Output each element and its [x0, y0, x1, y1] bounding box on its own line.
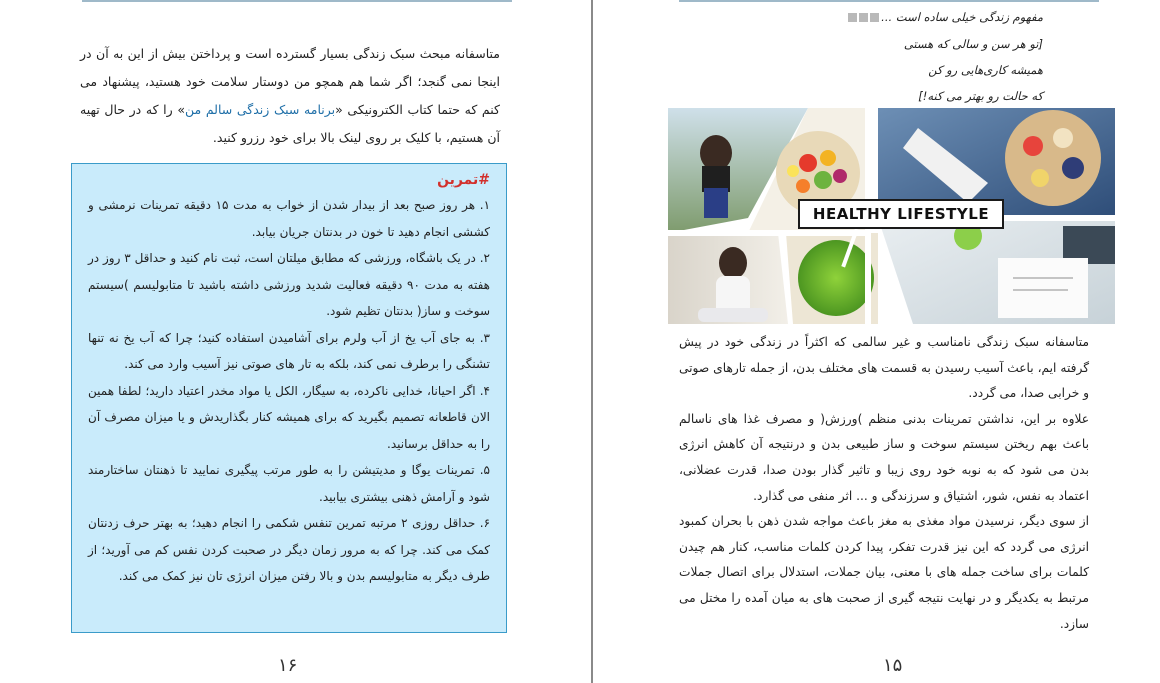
decorative-squares-icon: [848, 5, 881, 31]
ebook-link[interactable]: برنامه سبک زندگی سالم من: [184, 102, 336, 117]
exercise-item: ۴. اگر احیانا، خدایی ناکرده، به سیگار، الکل یا مواد مخدر اعتیاد دارید؛ لطفا همین الان قاطعانه تصمیم بگیرید که برای همیشه کنار بگذاریدش و یا میزان مصرف آن را به حداقل برسانید.: [88, 383, 490, 451]
top-rule: [82, 0, 512, 2]
exercise-item: ۲. در یک باشگاه، ورزشی که مطابق میلتان است، ثبت نام کنید و حداقل ۳ روز در هفته به مدت ۹۰ دقیقه فعالیت شدید ورزشی داشته باشید تا متابولیسم )سیستم سوخت و ساز( بدنتان تظیم شود.: [88, 251, 490, 318]
exercise-list: [88, 192, 490, 590]
intro-text-end: » را که در حال تهیه آن هستیم، با کلیک بر روی لینک بالا برای خود رزرو کنید.: [80, 102, 500, 145]
poem: [773, 4, 1043, 109]
exercise-box: [71, 163, 507, 633]
exercise-title: #تمرین: [437, 172, 490, 188]
poem-line: مفهوم زندگی خیلی ساده است ...: [773, 4, 1043, 31]
healthy-lifestyle-collage: [668, 108, 1115, 324]
poem-line: همیشه کاری‌هایی رو کن: [928, 62, 1043, 77]
page-number: ۱۶: [278, 655, 298, 676]
paragraph: از سوی دیگر، نرسیدن مواد مغذی به مغز باعث مواجه شدن ذهن با بحران کمبود انرژی می گردد که این نیز قدرت تفکر، پیدا کردن کلمات مناسب، کنار هم چیدن کلمات برای ساخت جمله های با معنی، بیان جملات، استدلال برای اتصال جملات مرتبط به یکدیگر و در نهایت نتیجه گیری از صحبت های به میان آمده را مختل می سازد.: [679, 514, 1089, 631]
body-text: [679, 330, 1089, 637]
top-rule: [679, 0, 1099, 2]
exercise-item: ۳. به جای آب یخ از آب ولرم برای آشامیدن استفاده کنید؛ چرا که آب یخ نه تنها تشنگی را برطرف نمی کند، بلکه به تار های صوتی نیز آسیب وارد می کند.: [88, 330, 490, 371]
paragraph: علاوه بر این، نداشتن تمرینات بدنی منظم )ورزش( و مصرف غذا های ناسالم باعث بهم ریختن سیستم سوخت و ساز طبیعی بدن و درنتیجه آن کاهش انرژی بدن می شود که به نوبه خود روی زیبا و تاثیر گذار بودن صدا، قدرت عضلانی، اعتماد به نفس، شور، اشتیاق و سرزندگی و ... اثر منفی می گذارد.: [679, 411, 1089, 503]
page-number: ۱۵: [883, 655, 903, 676]
intro-paragraph: [80, 40, 500, 152]
poem-line: [تو هر سن و سالی که هستی: [903, 36, 1043, 51]
exercise-item: ۵. تمرینات یوگا و مدیتیشن را به طور مرتب پیگیری نمایید تا ذهنتان ساختارمند شود و آرامش ذهنی بیشتری بیابید.: [88, 463, 490, 504]
poem-line: که حالت رو بهتر می کنه!]: [918, 88, 1043, 103]
exercise-item: ۶. حداقل روزی ۲ مرتبه تمرین تنفس شکمی را انجام دهید؛ به بهتر حرف زدنتان کمک می کند. چرا که به مرور زمان دیگر در صحبت کردن نفس کم می آورید؛ از طرف دیگر به متابولیسم بدن و بالا رفتن میزان انرژی تان نیز کمک می کند.: [88, 516, 491, 583]
right-page: [593, 0, 1160, 683]
exercise-item: ۱. هر روز صبح بعد از بیدار شدن از خواب به مدت ۱۵ دقیقه تمرینات نرمشی و کششی انجام دهید تا خون در بدنتان جریان بیابد.: [88, 198, 491, 239]
intro-text-start: متاسفانه مبحث سبک زندگی بسیار گسترده است و پرداختن بیش از این به آن در اینجا نمی گنجد؛ اگر شما هم همچو من دوستار سلامت خود هستید، پیشنهاد می کنم که حتما کتاب الکترونیکی «: [80, 46, 500, 117]
paragraph: متاسفانه سبک زندگی نامناسب و غیر سالمی که اکثراً در زندگی خود در پیش گرفته ایم، باعث آسیب رسیدن به قسمت های مختلف بدن، از جمله تارهای صوتی و خرابی صدا، می گردد.: [679, 335, 1089, 401]
healthy-lifestyle-banner: HEALTHY LIFESTYLE: [798, 199, 1004, 229]
